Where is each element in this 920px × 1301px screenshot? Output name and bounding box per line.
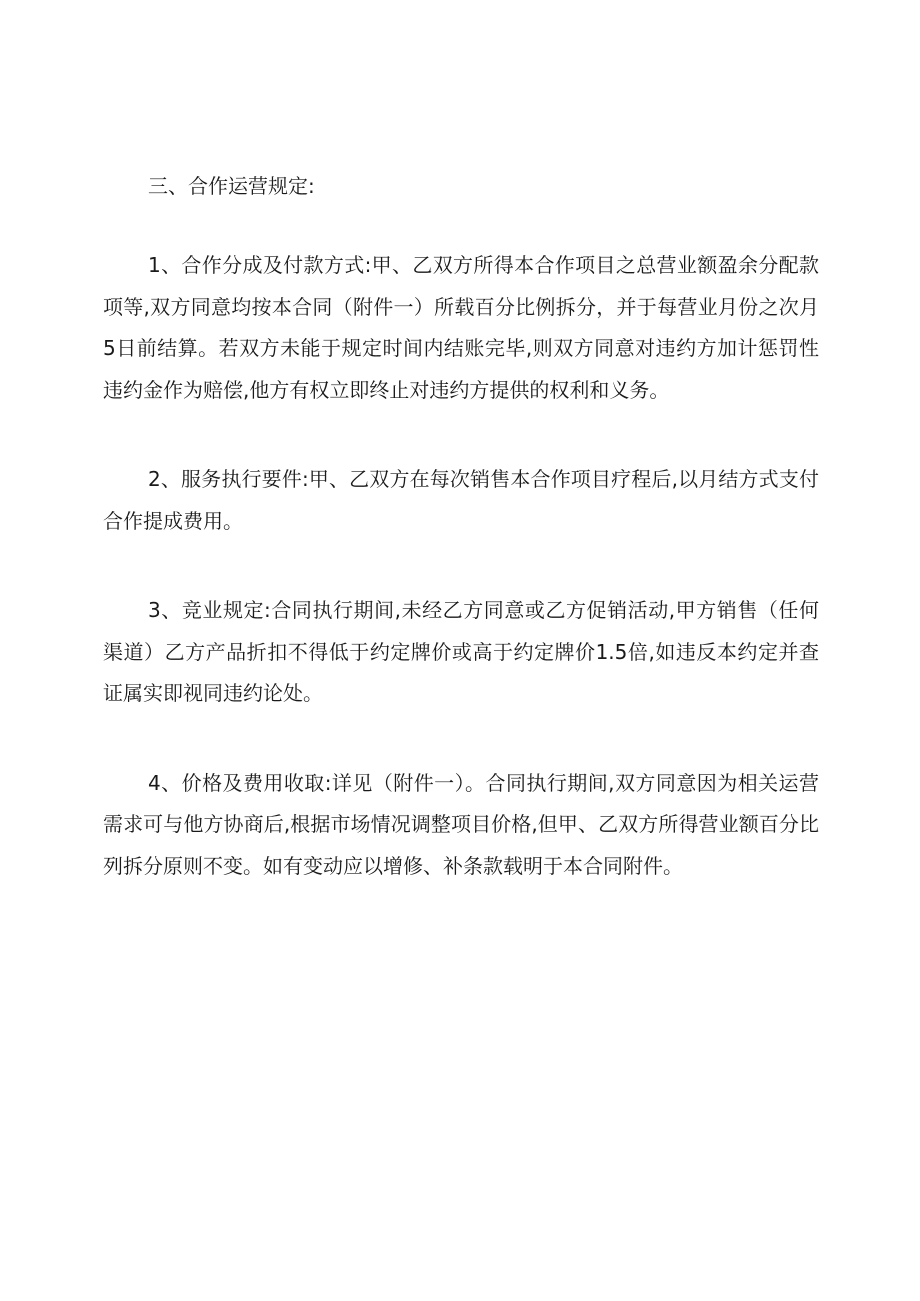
- clause-4-paragraph: 4、价格及费用收取:详见（附件一）。合同执行期间,双方同意因为相关运营需求可与他方协商后,根据市场情况调整项目价格,但甲、乙双方所得营业额百分比列拆分原则不变。如有变动应以增修、补条款载明于本合同附件。: [103, 770, 819, 878]
- clause-1-paragraph: 1、合作分成及付款方式:甲、乙双方所得本合作项目之总营业额盈余分配款项等,双方同意均按本合同（附件一）所载百分比例拆分，并于每营业月份之次月5日前结算。若双方未能于规定时间内结账完毕,则双方同意对违约方加计惩罚性违约金作为赔偿,他方有权立即终止对违约方提供的权利和义务。: [103, 253, 819, 402]
- section-heading: 三、合作运营规定:: [148, 174, 315, 198]
- clause-3-paragraph: 3、竞业规定:合同执行期间,未经乙方同意或乙方促销活动,甲方销售（任何渠道）乙方产品折扣不得低于约定牌价或高于约定牌价1.5倍,如违反本约定并查证属实即视同违约论处。: [103, 598, 819, 705]
- document-body: [103, 166, 819, 935]
- clause-2-paragraph: 2、服务执行要件:甲、乙双方在每次销售本合作项目疗程后,以月结方式支付合作提成费用。: [103, 467, 819, 533]
